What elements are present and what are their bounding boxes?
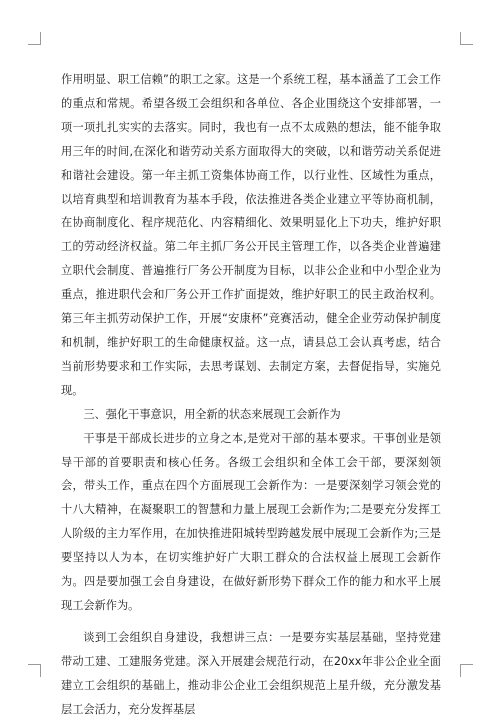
crop-mark-bottom-right: [460, 664, 473, 677]
section-heading: 三、强化干事意识，用全新的状态来展现工会新作为: [83, 407, 341, 421]
crop-mark-top-right: [460, 32, 473, 45]
document-body: [61, 68, 441, 721]
paragraph-body: 干事是干部成长进步的立身之本,是党对干部的基本要求。干事创业是领导干部的首要职责和核心任务。各级工会组织和全体工会干部，要深刻领会，带头工作，重点在四个方面展现工会新作为：一是要深刻学习领会党的十八大精神，在凝聚职工的智慧和力量上展现工会新作为;二是要充分发挥工人阶级的主力军作用，在加快推进阳城转型跨越发展中展现工会新作为;三是要坚持以人为本，在切实维护好广大职工群众的合法权益上展现工会新作为。四是要加强工会自身建设，在做好新形势下群众工作的能力和水平上展现工会新作为。: [61, 431, 441, 612]
crop-mark-bottom-left: [28, 664, 41, 677]
paragraph-body: 谈到工会组织自身建设，我想讲三点：一是要夯实基层基础，坚持党建带动工建、工建服务党建。深入开展建会规范行动，在20xx年非公企业全面建立工会组织的基础上，推动非公企业工会组织规范上星升级，充分激发基层工会活力，充分发挥基层: [61, 630, 441, 716]
paragraph-continued: 作用明显、职工信赖”的职工之家。这是一个系统工程，基本涵盖了工会工作的重点和常规。希望各级工会组织和各单位、各企业围绕这个安排部署，一项一项扎扎实实的去落实。同时，我也有一点不太成熟的想法，能不能争取用三年的时间,在深化和谐劳动关系方面取得大的突破，以和谐劳动关系促进和谐社会建设。第一年主抓工资集体协商工作，以行业性、区域性为重点，以培育典型和培训教育为基本手段，依法推进各类企业建立平等协商机制，在协商制度化、程序规范化、内容精细化、效果明显化上下功夫，维护好职工的劳动经济权益。第二年主抓厂务公开民主管理工作，以各类企业普遍建立职代会制度、普遍推行厂务公开制度为目标，以非公企业和中小型企业为重点，推进职代会和厂务公开工作扩面提效，维护好职工的民主政治权利。第三年主抓劳动保护工作，开展“安康杯”竞赛活动，健全企业劳动保护制度和机制，维护好职工的生命健康权益。这一点，请县总工会认真考虑，结合当前形势要求和工作实际，去思考谋划、去制定方案，去督促指导，实施兑现。: [61, 73, 441, 397]
crop-mark-top-left: [28, 32, 41, 45]
